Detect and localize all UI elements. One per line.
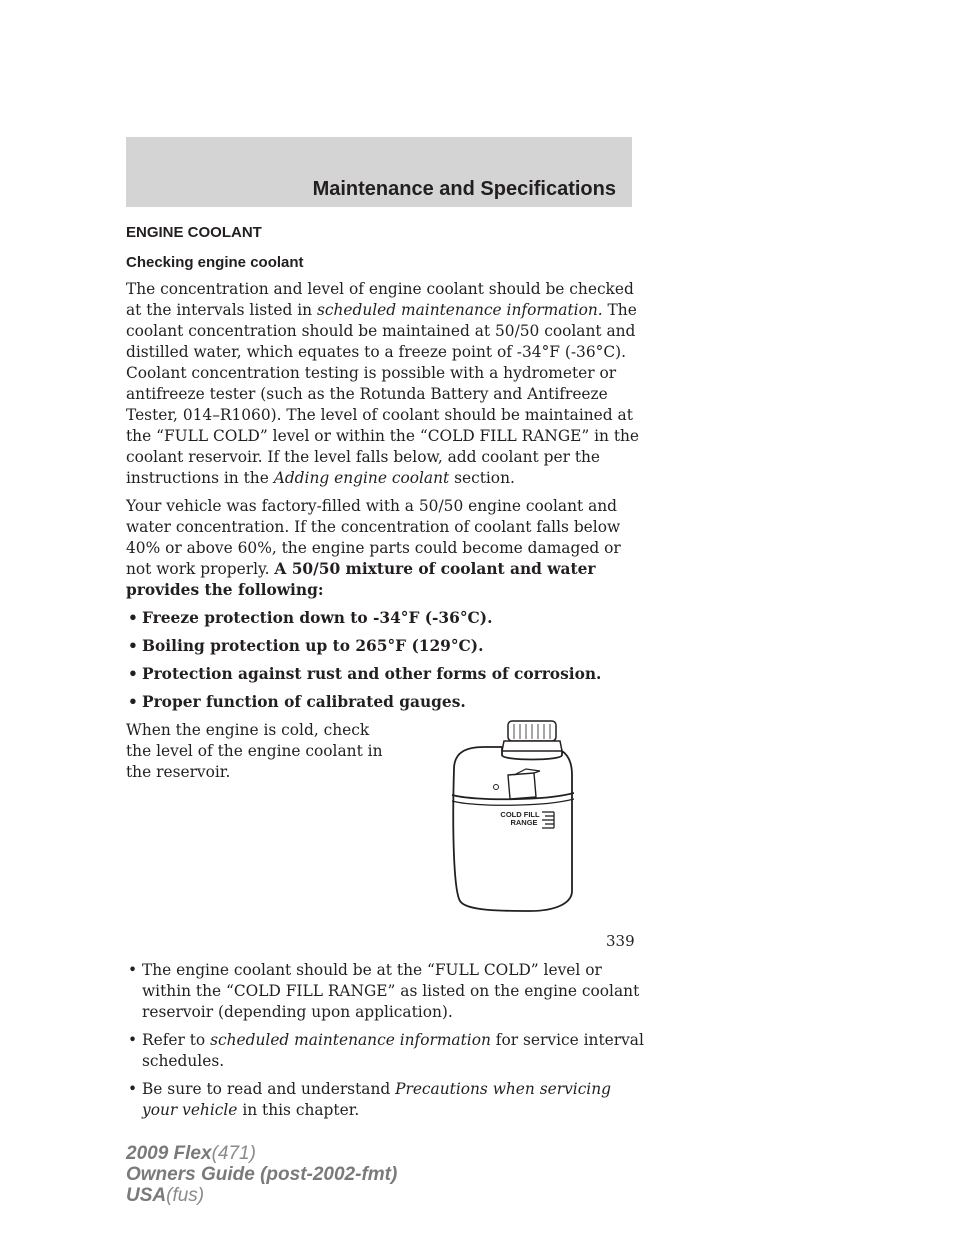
check-instructions: When the engine is cold, check the level of the engine coolant in the reservoir.: [126, 721, 383, 781]
mixture-benefits-lead: A 50/50 mixture of coolant and water provides the following:: [126, 560, 596, 599]
intro-text-1: The concentration and level of engine coolant should be checked at the intervals listed in: [126, 280, 634, 319]
bullet: •: [128, 1031, 138, 1049]
ref-scheduled-maintenance-2: scheduled maintenance information: [210, 1031, 491, 1049]
list-item: [126, 1030, 646, 1072]
footer-market-code: (fus): [166, 1185, 205, 1206]
list-item: [126, 1079, 646, 1121]
note-text: in this chapter.: [237, 1101, 360, 1119]
cold-fill-label-line2: RANGE: [510, 818, 538, 827]
check-section: [126, 720, 646, 960]
intro-paragraph: [126, 279, 646, 489]
list-item: [126, 692, 646, 713]
bullet: •: [128, 665, 138, 683]
page-number: 339: [606, 932, 635, 950]
coolant-reservoir-illustration: [444, 715, 574, 920]
concentration-text: Your vehicle was factory-filled with a 50/50 engine coolant and water concentration. If the concentration of coolant falls below 40% or above 60%, the engine parts could become damaged or not work properly.: [126, 497, 621, 578]
header-band: [126, 137, 632, 207]
document-footer: [126, 1143, 397, 1206]
intro-text-2: The coolant concentration should be maintained at 50/50 coolant and distilled water, which equates to a freeze point of -34°F (-36°C). Coolant concentration testing is possible with a hydrometer or antifreeze tester (such as the Rotunda Battery and Antifreeze Tester, 014–R1060). The level of coolant should be maintained at the “FULL COLD” level or within the “COLD FILL RANGE” in the coolant reservoir. If the level falls below, add coolant per the instructions in the: [126, 301, 640, 487]
note-text: Refer to: [142, 1031, 211, 1049]
benefit-text: Boiling protection up to 265°F (129°C).: [142, 637, 484, 655]
bullet: •: [128, 961, 138, 979]
concentration-paragraph: [126, 496, 646, 601]
benefit-text: Protection against rust and other forms of corrosion.: [142, 665, 602, 683]
list-item: [126, 636, 646, 657]
section-title: ENGINE COOLANT: [126, 224, 262, 241]
ref-scheduled-maintenance: scheduled maintenance information.: [316, 301, 603, 319]
reservoir-body: [453, 747, 572, 911]
footer-code: (471): [211, 1143, 256, 1164]
main-content: [126, 222, 646, 1128]
bullet: •: [128, 693, 138, 711]
list-item: [126, 960, 646, 1023]
intro-text-3: section.: [449, 469, 515, 487]
bullet: •: [128, 609, 138, 627]
reservoir-cap-base: [502, 741, 562, 751]
benefit-text: Proper function of calibrated gauges.: [142, 693, 466, 711]
bullet: •: [128, 637, 138, 655]
page-section-title: Maintenance and Specifications: [312, 178, 616, 200]
ref-precautions: Precautions when servicing your vehicle: [142, 1080, 611, 1119]
list-item: [126, 664, 646, 685]
mounting-bracket: [508, 773, 536, 799]
notes-list: [126, 960, 646, 1121]
ref-adding-engine-coolant: Adding engine coolant: [273, 469, 450, 487]
footer-market: USA: [126, 1185, 167, 1206]
footer-line-3: [126, 1185, 397, 1206]
note-text: The engine coolant should be at the “FULL COLD” level or within the “COLD FILL RANGE” as listed on the engine coolant reservoir (depending upon application).: [142, 961, 640, 1021]
cold-fill-label-line1: COLD FILL: [500, 810, 540, 819]
bullet: •: [128, 1080, 138, 1098]
benefits-list: [126, 608, 646, 713]
footer-line-1: [126, 1143, 397, 1164]
note-text: for service interval schedules.: [142, 1031, 644, 1070]
list-item: [126, 608, 646, 629]
footer-model: 2009 Flex: [126, 1143, 212, 1164]
benefit-text: Freeze protection down to -34°F (-36°C).: [142, 609, 493, 627]
note-text: Be sure to read and understand: [142, 1080, 396, 1098]
footer-line-2: Owners Guide (post-2002-fmt): [126, 1164, 398, 1185]
section-subtitle: Checking engine coolant: [126, 254, 304, 271]
